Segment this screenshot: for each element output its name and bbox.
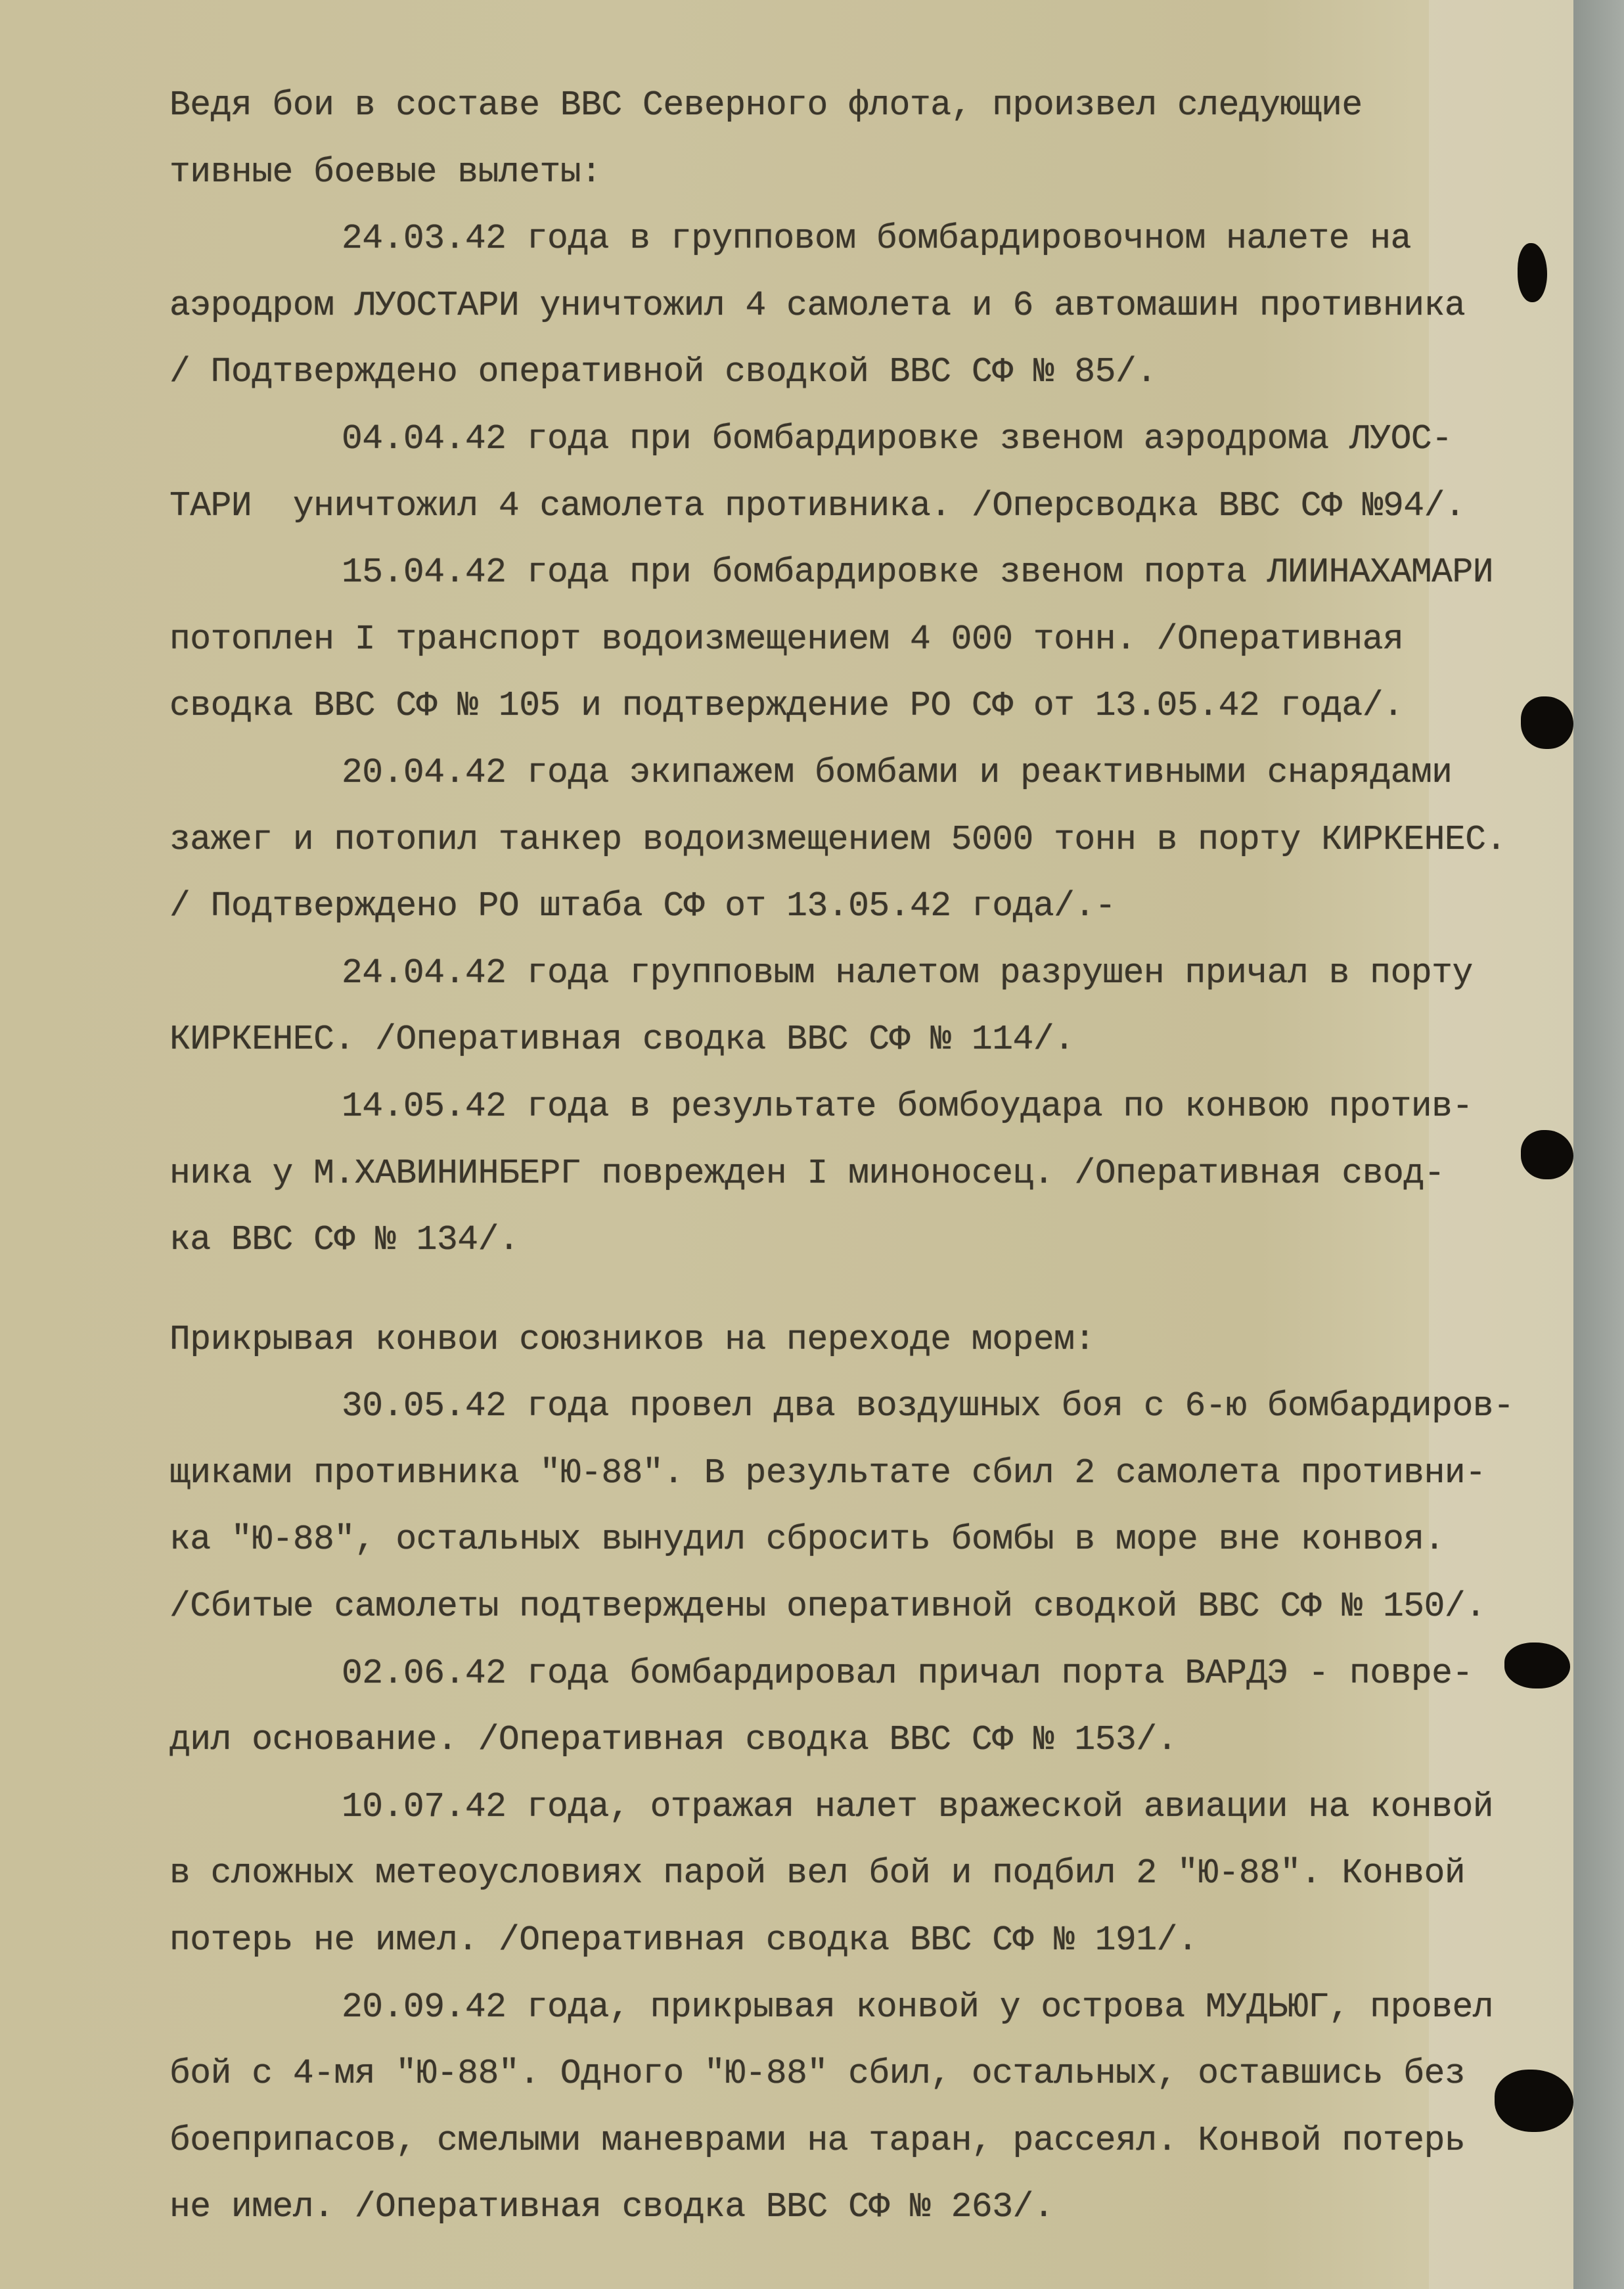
text-line: ТАРИ уничтожил 4 самолета противника. /Оперсводка ВВС СФ №94/. bbox=[169, 486, 1466, 526]
text-line: бой с 4-мя "Ю-88". Одного "Ю-88" сбил, остальных, оставшись без bbox=[169, 2054, 1466, 2094]
text-line: дил основание. /Оперативная сводка ВВС СФ № 153/. bbox=[169, 1720, 1177, 1760]
text-line: 30.05.42 года провел два воздушных боя с 6-ю бомбардиров- bbox=[342, 1386, 1514, 1426]
text-line: 24.03.42 года в групповом бомбардировочном налете на bbox=[342, 219, 1411, 259]
text-line: аэродром ЛУОСТАРИ уничтожил 4 самолета и 6 автомашин противника bbox=[169, 285, 1466, 325]
text-line: тивные боевые вылеты: bbox=[169, 152, 602, 192]
text-line: не имел. /Оперативная сводка ВВС СФ № 263/. bbox=[169, 2187, 1054, 2227]
text-line: 10.07.42 года, отражая налет вражеской авиации на конвой bbox=[342, 1786, 1494, 1826]
binding-edge bbox=[1573, 0, 1624, 2289]
text-line: Прикрывая конвои союзников на переходе морем: bbox=[169, 1319, 1095, 1359]
text-line: 02.06.42 года бомбардировал причал порта ВАРДЭ - повре- bbox=[342, 1653, 1473, 1693]
text-line: в сложных метеоусловиях парой вел бой и подбил 2 "Ю-88". Конвой bbox=[169, 1853, 1466, 1893]
text-line: боеприпасов, смелыми маневрами на таран, рассеял. Конвой потерь bbox=[169, 2120, 1466, 2160]
text-line: / Подтверждено РО штаба СФ от 13.05.42 года/.- bbox=[169, 886, 1116, 926]
typewritten-text bbox=[169, 72, 1575, 2241]
text-line: зажег и потопил танкер водоизмещением 5000 тонн в порту КИРКЕНЕС. bbox=[169, 819, 1506, 859]
text-line: ка "Ю-88", остальных вынудил сбросить бомбы в море вне конвоя. bbox=[169, 1520, 1445, 1560]
text-line: сводка ВВС СФ № 105 и подтверждение РО СФ от 13.05.42 года/. bbox=[169, 686, 1404, 726]
text-line: 14.05.42 года в результате бомбоудара по конвою против- bbox=[342, 1086, 1473, 1126]
text-line: 24.04.42 года групповым налетом разрушен причал в порту bbox=[342, 953, 1473, 993]
text-line: / Подтверждено оперативной сводкой ВВС СФ № 85/. bbox=[169, 352, 1157, 392]
paragraph-gap bbox=[169, 1274, 1575, 1307]
text-line: 20.04.42 года экипажем бомбами и реактивными снарядами bbox=[342, 752, 1453, 792]
text-line: 20.09.42 года, прикрывая конвой у острова МУДЬЮГ, провел bbox=[342, 1987, 1494, 2027]
text-line: потерь не имел. /Оперативная сводка ВВС СФ № 191/. bbox=[169, 1920, 1198, 1960]
text-line: 15.04.42 года при бомбардировке звеном порта ЛИИНАХАМАРИ bbox=[342, 553, 1494, 593]
text-line: потоплен I транспорт водоизмещением 4 000 тонн. /Оперативная bbox=[169, 619, 1404, 659]
text-line: /Сбитые самолеты подтверждены оперативной сводкой ВВС СФ № 150/. bbox=[169, 1587, 1486, 1627]
text-line: Ведя бои в составе ВВС Северного флота, произвел следующие bbox=[169, 85, 1363, 125]
text-line: щиками противника "Ю-88". В результате сбил 2 самолета противни- bbox=[169, 1453, 1486, 1493]
text-line: ка ВВС СФ № 134/. bbox=[169, 1220, 520, 1260]
text-line: ника у М.ХАВИНИНБЕРГ поврежден I миноносец. /Оперативная свод- bbox=[169, 1153, 1445, 1193]
text-line: КИРКЕНЕС. /Оперативная сводка ВВС СФ № 114/. bbox=[169, 1020, 1075, 1060]
text-line: 04.04.42 года при бомбардировке звеном аэродрома ЛУОС- bbox=[342, 419, 1453, 459]
